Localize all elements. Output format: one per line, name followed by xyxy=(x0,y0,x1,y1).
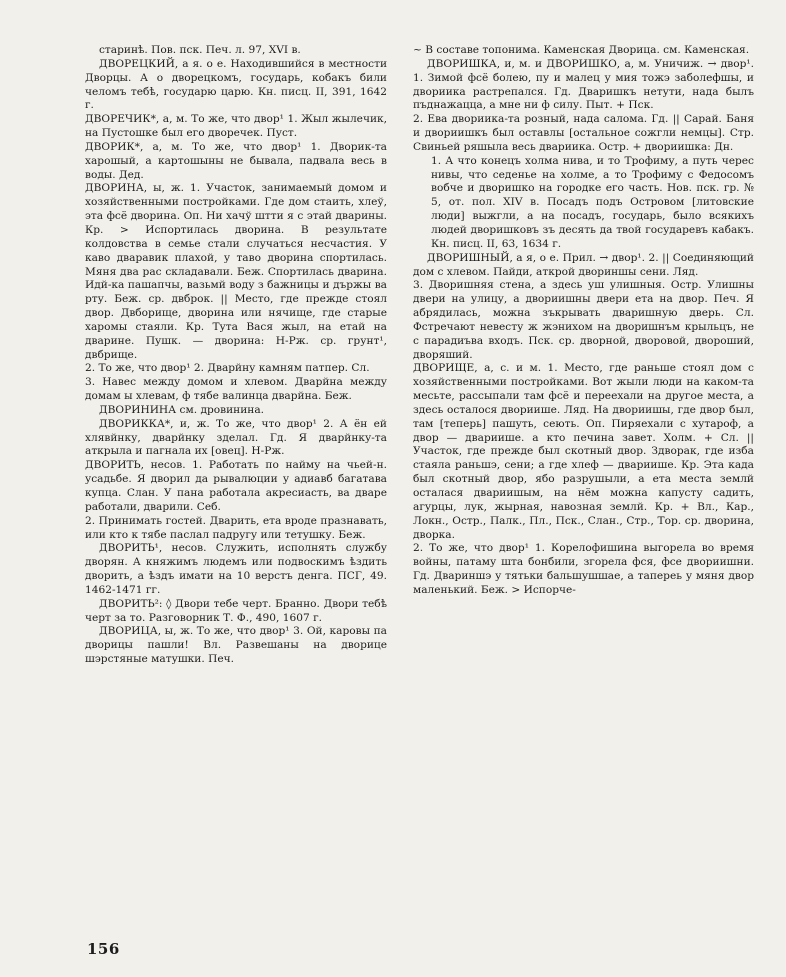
page-number: 156 xyxy=(87,940,120,958)
dictionary-entry: старинѣ. Пов. пск. Печ. л. 97, XVI в. xyxy=(99,44,301,56)
dictionary-entry: ~ В составе топонима. Каменская Дворица. см. Каменская. xyxy=(413,44,750,56)
dictionary-entry: ДВОРИНА, ы, ж. 1. Участок, занимаемый домом и хозяйственными постройками. Где дом стаить, хлеў, эта фсё дворина. Оп. Ни хачў штти я с этай дварины. Кр. > Испортилась дворина. В результате колдовства в семье стали случаться несчастия. У каво дваравик плахой, у таво дворина спортилась. Мяня два рас складавали. Беж. Спортилась дварина. Идй-ка пашапчы, вазьмй воду з бажницы и държы ва рту. Беж. ср. двброк. || Место, где прежде стоял двор. Двборище, дворина или нячище, где старые харомы стаяли. Кр. Тута Вася жыл, на етай на дварине. Пушк. — дворина: Н-Рж. ср. грунт¹, двбрище. xyxy=(85,182,387,361)
dictionary-entry: 2. То же, что двор¹ 1. Корелофишина выгорела во время войны, патаму шта бонбили, згорела фся, фсе двориишни. Гд. Двариншэ у тятьки бальшушшае, а тапереь у мяня двор маленький. Беж. > Испорче- xyxy=(413,542,754,596)
dictionary-entry: ДВОРИНИНА см. дровинина. xyxy=(99,403,265,416)
dictionary-entry: 2. Принимать гостей. Дварить, ета вроде празнавать, или кто к тябе паслал падругу или тетушку. Беж. xyxy=(85,514,387,541)
dictionary-entry: ДВОРИЦА, ы, ж. То же, что двор¹ 3. Ой, каровы па дворицы пашли! Вл. Развешаны на дворице шэрстяные матушки. Печ. xyxy=(85,625,387,666)
dictionary-entry: 2. Ева двориика-та розный, нада салома. Гд. || Сарай. Баня и двориишкъ был оставлы [остальное сожгли немцы]. Стр. Свиньей ряшыла весь двариика. Остр. + двориишка: Дн. xyxy=(413,113,754,153)
dictionary-entry: ДВОРИККА*, и, ж. То же, что двор¹ 2. А ён ей хлявйнку, дварйнку зделал. Гд. Я дварйнку-та аткрыла и пагнала их [овец]. Н-Рж. xyxy=(85,417,387,458)
right-column xyxy=(413,44,754,598)
dictionary-entry: ДВОРИТЬ²: ◊ Двори тебе черт. Бранно. Двори тебѣ черт за то. Разговорник Т. Ф., 490, 1607 г. xyxy=(85,597,387,624)
dictionary-entry: ДВОРИК*, а, м. То же, что двор¹ 1. Дворик-та харошый, а картошыны не бывала, падвала весь в воды. Дед. xyxy=(85,140,387,181)
dictionary-entry: 3. Навес между домом и хлевом. Дварйна между домам ы хлевам, ф тябе валинца дварйна. Беж. xyxy=(85,376,387,403)
dictionary-entry: ДВОРЕЧИК*, а, м. То же, что двор¹ 1. Жыл жылечик, на Пустошке был его дворечек. Пуст. xyxy=(85,113,387,140)
dictionary-entry: 2. То же, что двор¹ 2. Дварйну камням патпер. Сл. xyxy=(85,362,370,375)
dictionary-entry: ДВОРИШКА, и, м. и ДВОРИШКО, а, м. Уничиж. → двор¹. 1. Зимой фсё болею, пу и малец у мия тожэ заболефшы, и двориика растрепался. Гд. Дваришкъ нетути, нада былъ пъднажацца, а мне ни ф силу. Пыт. + Пск. xyxy=(413,57,754,112)
dictionary-entry: ДВОРИТЬ¹, несов. Служить, исполнять службу дворян. А княжимъ людемъ или подвоскимъ ѣздить дворить, а ѣздъ имати на 10 верстъ денга. ПСГ, 49. 1462-1471 гг. xyxy=(85,542,387,596)
dictionary-entry: ДВОРИТЬ, несов. 1. Работать по найму на чьей-н. усадьбе. Я дворил да рывалюции у адиавб багатава купца. Слан. У пана работала акресиасть, ва дваре работали, дварили. Себ. xyxy=(85,459,387,513)
left-column xyxy=(85,44,387,667)
dictionary-entry: ДВОРЕЦКИЙ, а я. о е. Находившийся в местности Дворцы. А о дворецкомъ, государь, кобакъ били челомъ тебѣ, государю царю. Кн. писц. II, 391, 1642 г. xyxy=(85,57,387,112)
dictionary-entry: 1. А что конецъ холма нива, и то Трофиму, а путь черес нивы, что седенье на холме, а то Трофиму с Федосомъ вобче и дворишко на городке его часть. Нов. пск. гр. № 5, от. пол. XIV в. Посадъ подъ Островом [литовские люди] выжгли, а на посадъ, государь, было всякихъ людей дворишковъ зъ десять да твой государевъ кабакъ. Кн. писц. II, 63, 1634 г. xyxy=(431,154,754,250)
dictionary-entry: 3. Дворишняя стена, а здесь уш улишныя. Остр. Улишны двери на улицу, а двориишны двери ета на двор. Печ. Я абрядилась, можна зъкрывать дваришную дверь. Сл. Фстречают невесту ж жэнихом на дворишнъм крыльцъ, не с парадиъва входъ. Пск. ср. дворной, дворовой, двороший, дворяший. xyxy=(413,279,754,361)
dictionary-entry: ДВОРИЩЕ, а, с. и м. 1. Место, где раньше стоял дом с хозяйственными постройками. Вот жыли люди на каком-та месьте, рассыпали там фсё и переехали на другое места, а здесь осталося двориише. Ляд. На двориишы, где двор был, там [теперь] пашуть, сеють. Оп. Пиряехали с хутароф, а двор — двариише. а кто печина завет. Холм. + Сл. || Участок, где прежде был скотный двор. Здворак, где изба стаяла раньшэ, сени; а где хлеф — двариише. Кр. Эта када был скотный двор, ябо разрушыли, а ета места землй осталася двариишым, на нём можна капусту садить, агурцы, лук, жырная, навозная землй. Кр. + Вл., Кар., Локн., Остр., Палк., Пл., Пск., Слан., Стр., Тор. ср. дворина, дворка. xyxy=(413,362,754,541)
dictionary-entry: ДВОРИШНЫЙ, а я, о е. Прил. → двор¹. 2. || Соединяющий дом с хлевом. Пайди, аткрой двориншы сени. Ляд. xyxy=(413,251,754,278)
